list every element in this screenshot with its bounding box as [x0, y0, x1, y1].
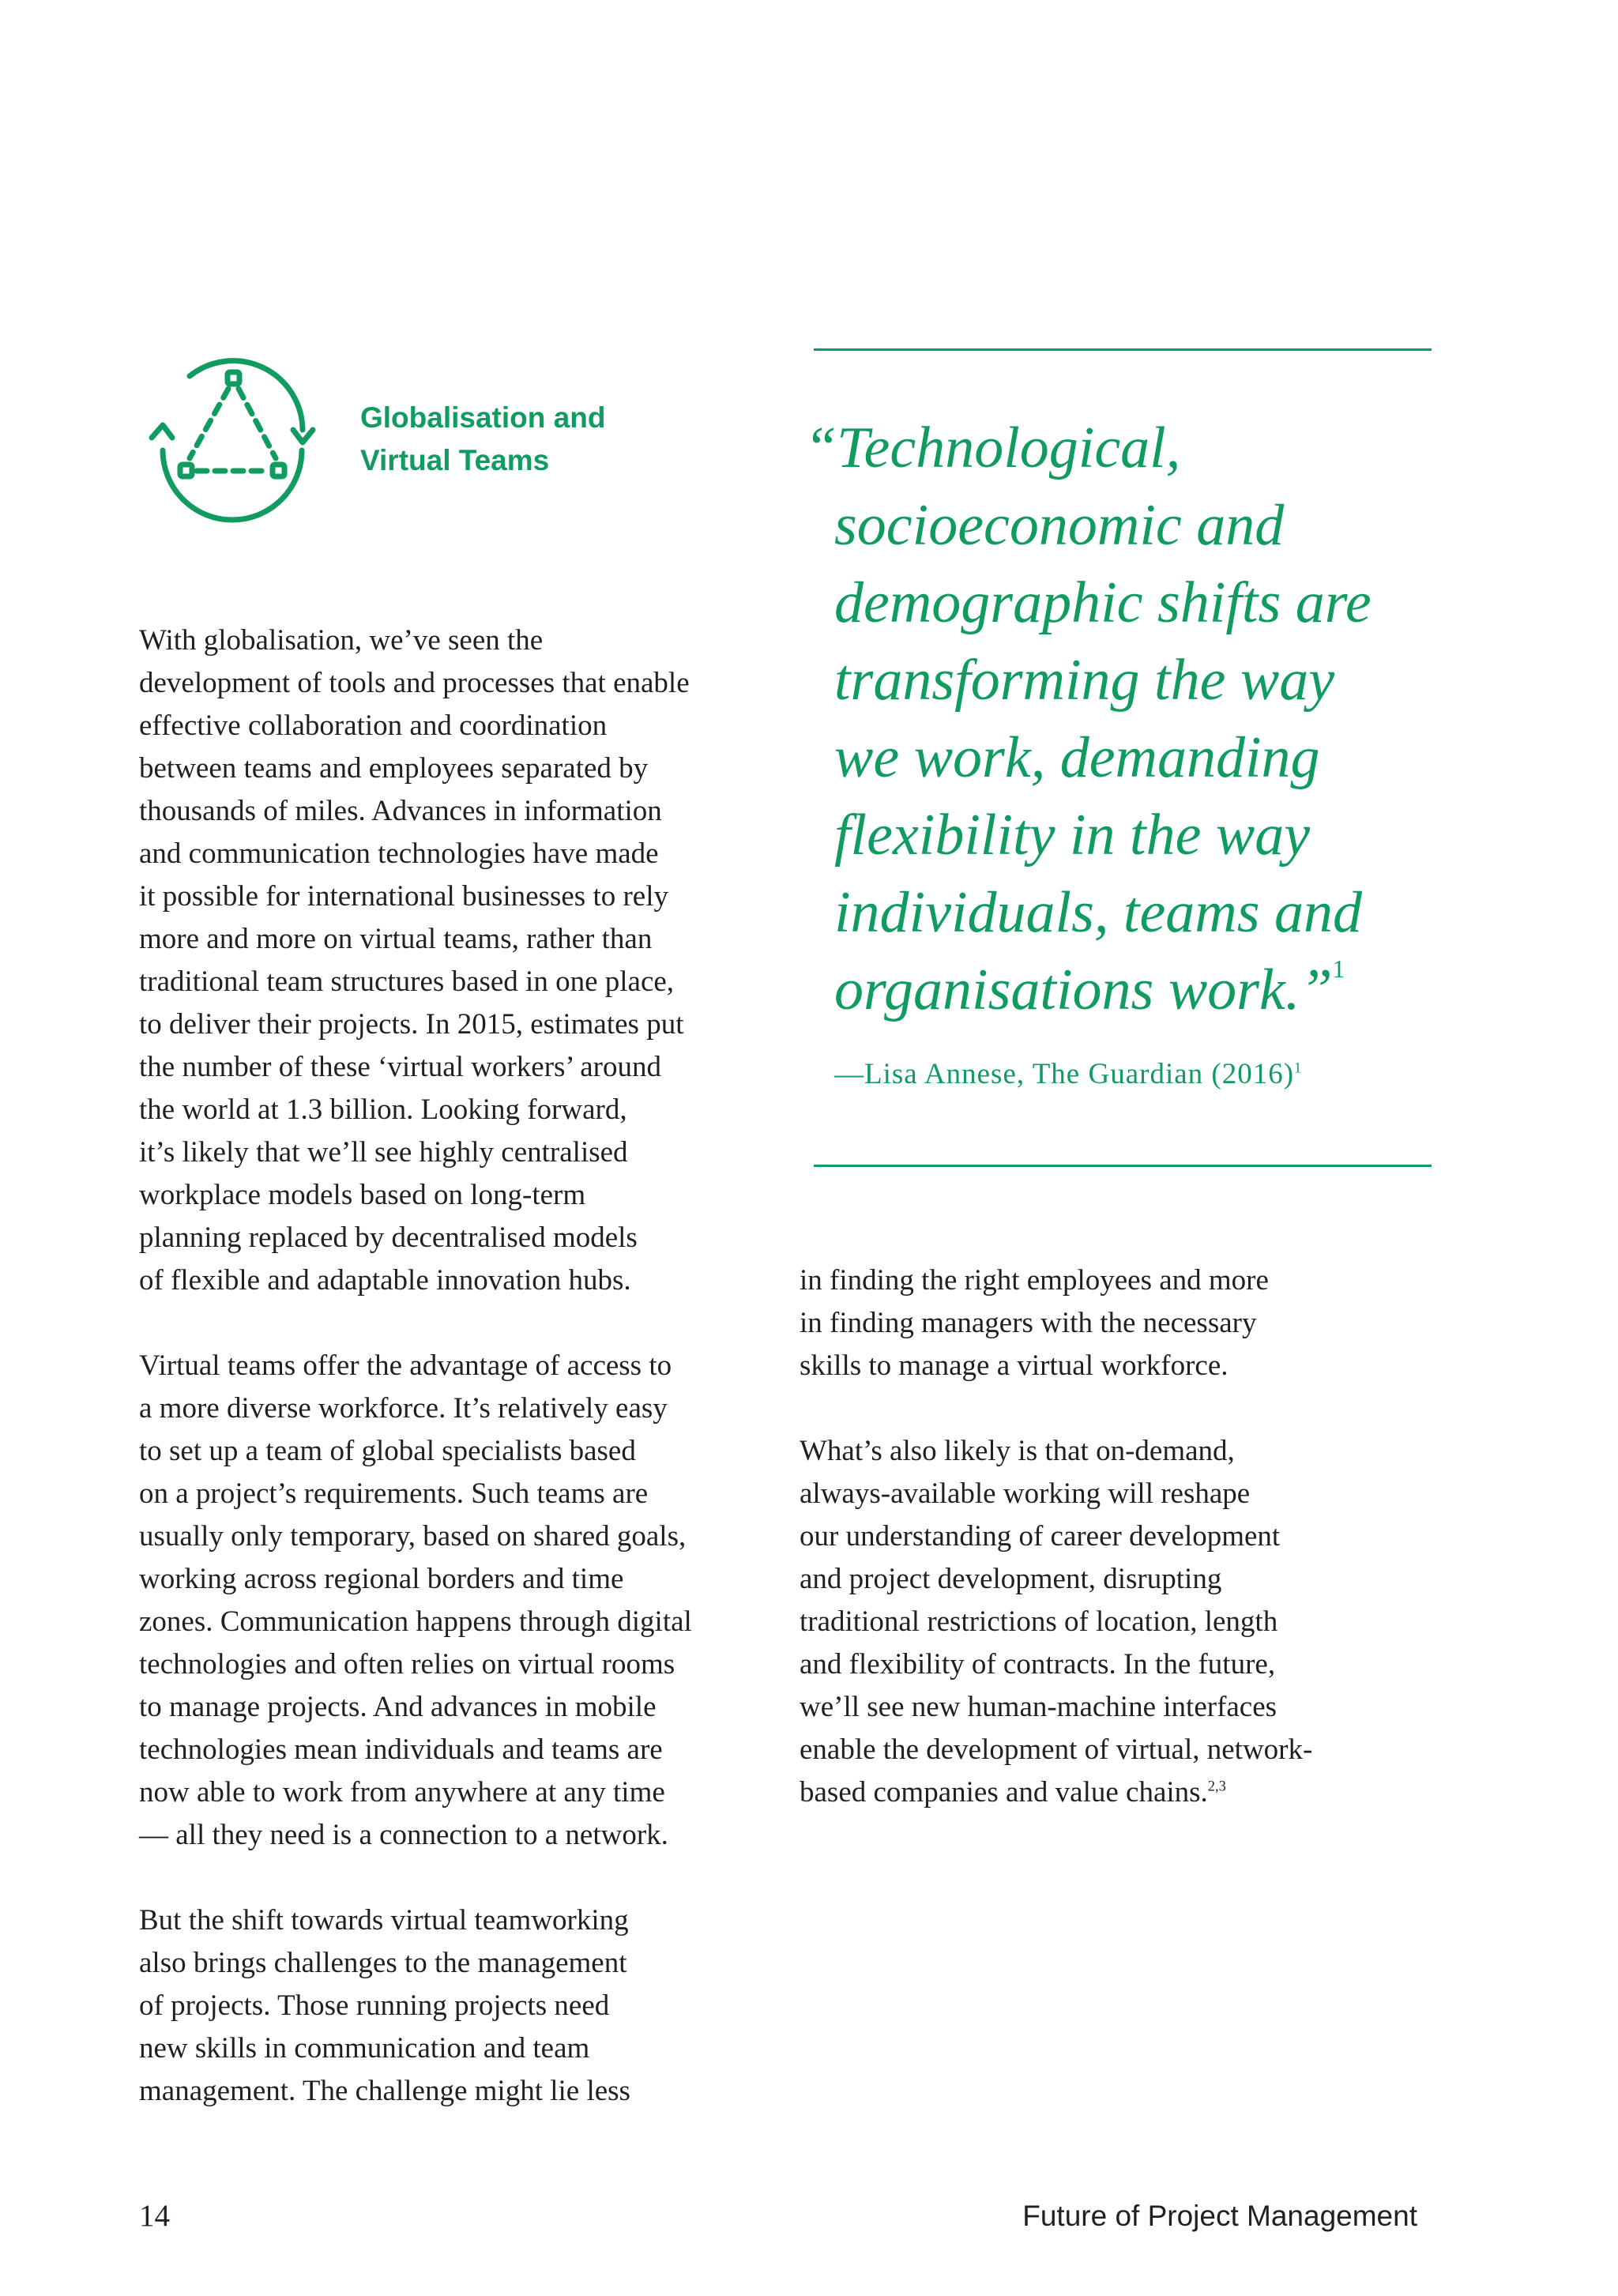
text-line: With globalisation, we’ve seen the — [139, 624, 544, 657]
text-line: skills to manage a virtual workforce. — [800, 1349, 1229, 1382]
text-line: management. The challenge might lie less — [139, 2075, 630, 2107]
text-line: in finding managers with the necessary — [800, 1307, 1257, 1339]
text-line: But the shift towards virtual teamworking — [139, 1904, 629, 1937]
text-line-last — [800, 1771, 1432, 1814]
pull-quote — [804, 409, 1452, 1029]
text-line: thousands of miles. Advances in information — [139, 795, 662, 827]
text-line: the world at 1.3 billion. Looking forward, — [139, 1093, 627, 1126]
text-line: we’ll see new human-machine interfaces — [800, 1691, 1277, 1723]
quote-line-text: organisations work.” — [834, 958, 1333, 1022]
text-line: it possible for international businesses to rely — [139, 880, 668, 913]
globalisation-triangle-icon — [142, 348, 322, 528]
text-line: new skills in communication and team — [139, 2032, 590, 2065]
attribution-text: —Lisa Annese, The Guardian (2016) — [834, 1058, 1295, 1090]
text-line: traditional restrictions of location, length — [800, 1605, 1278, 1638]
text-line: and communication technologies have made — [139, 837, 659, 870]
text-line: enable the development of virtual, network- — [800, 1733, 1313, 1766]
text-line: now able to work from anywhere at any time — [139, 1776, 665, 1809]
text-line: workplace models based on long-term — [139, 1179, 586, 1211]
text-line: it’s likely that we’ll see highly centralised — [139, 1136, 628, 1169]
left-column — [139, 619, 779, 2155]
attribution-citation: 1 — [1294, 1060, 1303, 1077]
text-line: based companies and value chains. — [800, 1776, 1208, 1809]
footer-title: Future of Project Management — [1022, 2200, 1417, 2232]
text-line: in finding the right employees and more — [800, 1264, 1269, 1297]
text-line: Virtual teams offer the advantage of access to — [139, 1349, 672, 1382]
quote-line: socioeconomic and — [834, 493, 1285, 558]
text-line: our understanding of career development — [800, 1520, 1281, 1553]
text-line: more and more on virtual teams, rather than — [139, 923, 653, 955]
quote-line: we work, demanding — [834, 725, 1320, 790]
text-line: effective collaboration and coordination — [139, 710, 608, 742]
quote-bottom-rule — [814, 1165, 1432, 1167]
text-line: zones. Communication happens through digital — [139, 1605, 692, 1638]
quote-line: demographic shifts are — [834, 570, 1372, 635]
text-line: to set up a team of global specialists based — [139, 1435, 636, 1467]
quote-line-last — [804, 951, 1452, 1029]
citation: 2,3 — [1207, 1778, 1226, 1795]
paragraph — [139, 1345, 779, 1857]
text-line: technologies and often relies on virtual rooms — [139, 1648, 675, 1681]
quote-citation: 1 — [1332, 954, 1345, 983]
right-column — [800, 1259, 1432, 1857]
text-line: the number of these ‘virtual workers’ around — [139, 1051, 661, 1083]
quote-top-rule — [814, 348, 1432, 351]
text-line: traditional team structures based in one place, — [139, 965, 675, 998]
section-heading — [360, 397, 645, 482]
text-line: to manage projects. And advances in mobile — [139, 1691, 657, 1723]
text-line: also brings challenges to the management — [139, 1947, 627, 1979]
text-line: to deliver their projects. In 2015, estimates put — [139, 1008, 684, 1041]
quote-line: “Technological, — [804, 416, 1181, 480]
text-line: planning replaced by decentralised models — [139, 1221, 638, 1254]
text-line: and flexibility of contracts. In the future, — [800, 1648, 1276, 1681]
paragraph — [800, 1430, 1432, 1814]
text-line: a more diverse workforce. It’s relatively easy — [139, 1392, 668, 1425]
text-line: on a project’s requirements. Such teams are — [139, 1477, 649, 1510]
section-heading-line: Globalisation and — [360, 401, 606, 434]
paragraph — [139, 619, 779, 1302]
text-line: of projects. Those running projects need — [139, 1989, 610, 2022]
text-line: between teams and employees separated by — [139, 752, 649, 785]
page-number: 14 — [139, 2199, 170, 2233]
text-line: — all they need is a connection to a network. — [139, 1819, 668, 1851]
quote-line: flexibility in the way — [834, 803, 1311, 868]
text-line: and project development, disrupting — [800, 1563, 1222, 1595]
text-line: always-available working will reshape — [800, 1477, 1251, 1510]
text-line: usually only temporary, based on shared goals, — [139, 1520, 687, 1553]
quote-attribution — [834, 1057, 1435, 1091]
text-line: What’s also likely is that on-demand, — [800, 1435, 1235, 1467]
text-line: working across regional borders and time — [139, 1563, 624, 1595]
quote-line: individuals, teams and — [834, 880, 1363, 945]
paragraph — [800, 1259, 1432, 1387]
paragraph — [139, 1899, 779, 2113]
text-line: of flexible and adaptable innovation hubs. — [139, 1264, 631, 1297]
text-line: technologies mean individuals and teams are — [139, 1733, 663, 1766]
text-line: development of tools and processes that enable — [139, 667, 690, 699]
section-heading-line: Virtual Teams — [360, 444, 550, 476]
quote-line: transforming the way — [834, 648, 1335, 713]
